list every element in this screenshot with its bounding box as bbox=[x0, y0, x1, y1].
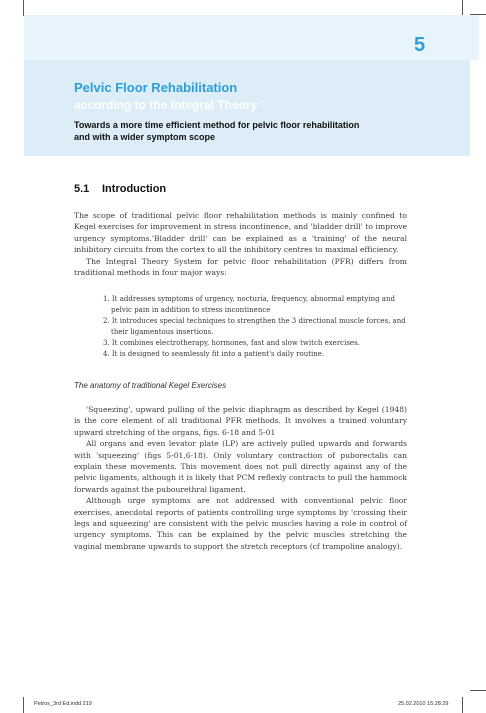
list-item: 2. It introduces special techniques to strengthen the 3 directional muscle forces, and their ligamentous insertions. bbox=[103, 317, 406, 336]
section-heading bbox=[74, 183, 166, 195]
paragraph: The Integral Theory System for pelvic floor rehabilitation (PFR) differs from traditional methods in four major ways: bbox=[74, 256, 407, 278]
paragraph: 'Squeezing', upward pulling of the pelvic diaphragm as described by Kegel (1948) is the core element of all traditional PFR methods. It involves a trained voluntary upward stretching of the organs, figs. 6-18 and 5-01 bbox=[74, 405, 407, 437]
footer-timestamp: 25.02.2010 15:28:29 bbox=[398, 701, 449, 707]
list-item: 3. It combines electrotherapy, hormones, fast and slow twitch exercises. bbox=[103, 339, 360, 347]
section-title: Introduction bbox=[102, 183, 167, 195]
crop-mark bbox=[470, 690, 486, 691]
body-text-intro bbox=[74, 210, 407, 278]
chapter-number: 5 bbox=[414, 34, 426, 56]
body-text-kegel bbox=[74, 404, 407, 552]
lead-line: and with a wider symptom scope bbox=[74, 132, 216, 142]
chapter-lead bbox=[74, 119, 394, 143]
chapter-title: Pelvic Floor Rehabilitation bbox=[74, 80, 238, 95]
list-item: 4. It is designed to seamlessly fit into a patient's daily routine. bbox=[103, 350, 325, 358]
crop-mark bbox=[462, 697, 463, 713]
subheading: The anatomy of traditional Kegel Exercises bbox=[74, 381, 227, 390]
chapter-subtitle: according to the Integral Theory bbox=[74, 98, 258, 112]
paragraph: All organs and even levator plate (LP) are actively pulled upwards and forwards with 'squeezing' (figs 5-01,6-18). Only voluntary contraction of puborectalis can explain these movements. This movement does not pull directly against any of the pelvic ligaments, although it is likely that PCM reflexly contracts to pull the hammock forwards against the pubourethral ligament. bbox=[74, 439, 407, 494]
footer-file-name: Petros_3rd Ed.indd 219 bbox=[34, 701, 92, 707]
paragraph: Although urge symptoms are not addressed with conventional pelvic floor exercises, anecdotal reports of patients controlling urge symptoms by 'crossing their legs and squeezing' are consistent with the pelvic muscles having a role in control of urgency symptoms. This can be explained by the pelvic muscles stretching the vaginal membrane upwards to support the stretch receptors (cf trampoline analogy). bbox=[74, 496, 407, 551]
crop-mark bbox=[462, 0, 463, 16]
crop-mark bbox=[23, 697, 24, 713]
list-item: 1. It addresses symptoms of urgency, nocturia, frequency, abnormal emptying and pelvic pain in addition to stress incontinence bbox=[103, 295, 395, 314]
crop-mark bbox=[23, 0, 24, 16]
section-number: 5.1 bbox=[74, 183, 90, 195]
paragraph: The scope of traditional pelvic floor rehabilitation methods is mainly confined to Kegel exercises for improvement in stress incontinence, and 'bladder drill' to improve urgency symptoms.'Bladder drill' can be explained as a 'training' of the neural inhibitory circuits from the cortex to all the inhibitory centres to maximal efficiency. bbox=[74, 211, 407, 255]
chapter-box bbox=[322, 15, 470, 60]
lead-line: Towards a more time efficient method for pelvic floor rehabilitation bbox=[74, 120, 360, 130]
numbered-list bbox=[103, 294, 408, 360]
